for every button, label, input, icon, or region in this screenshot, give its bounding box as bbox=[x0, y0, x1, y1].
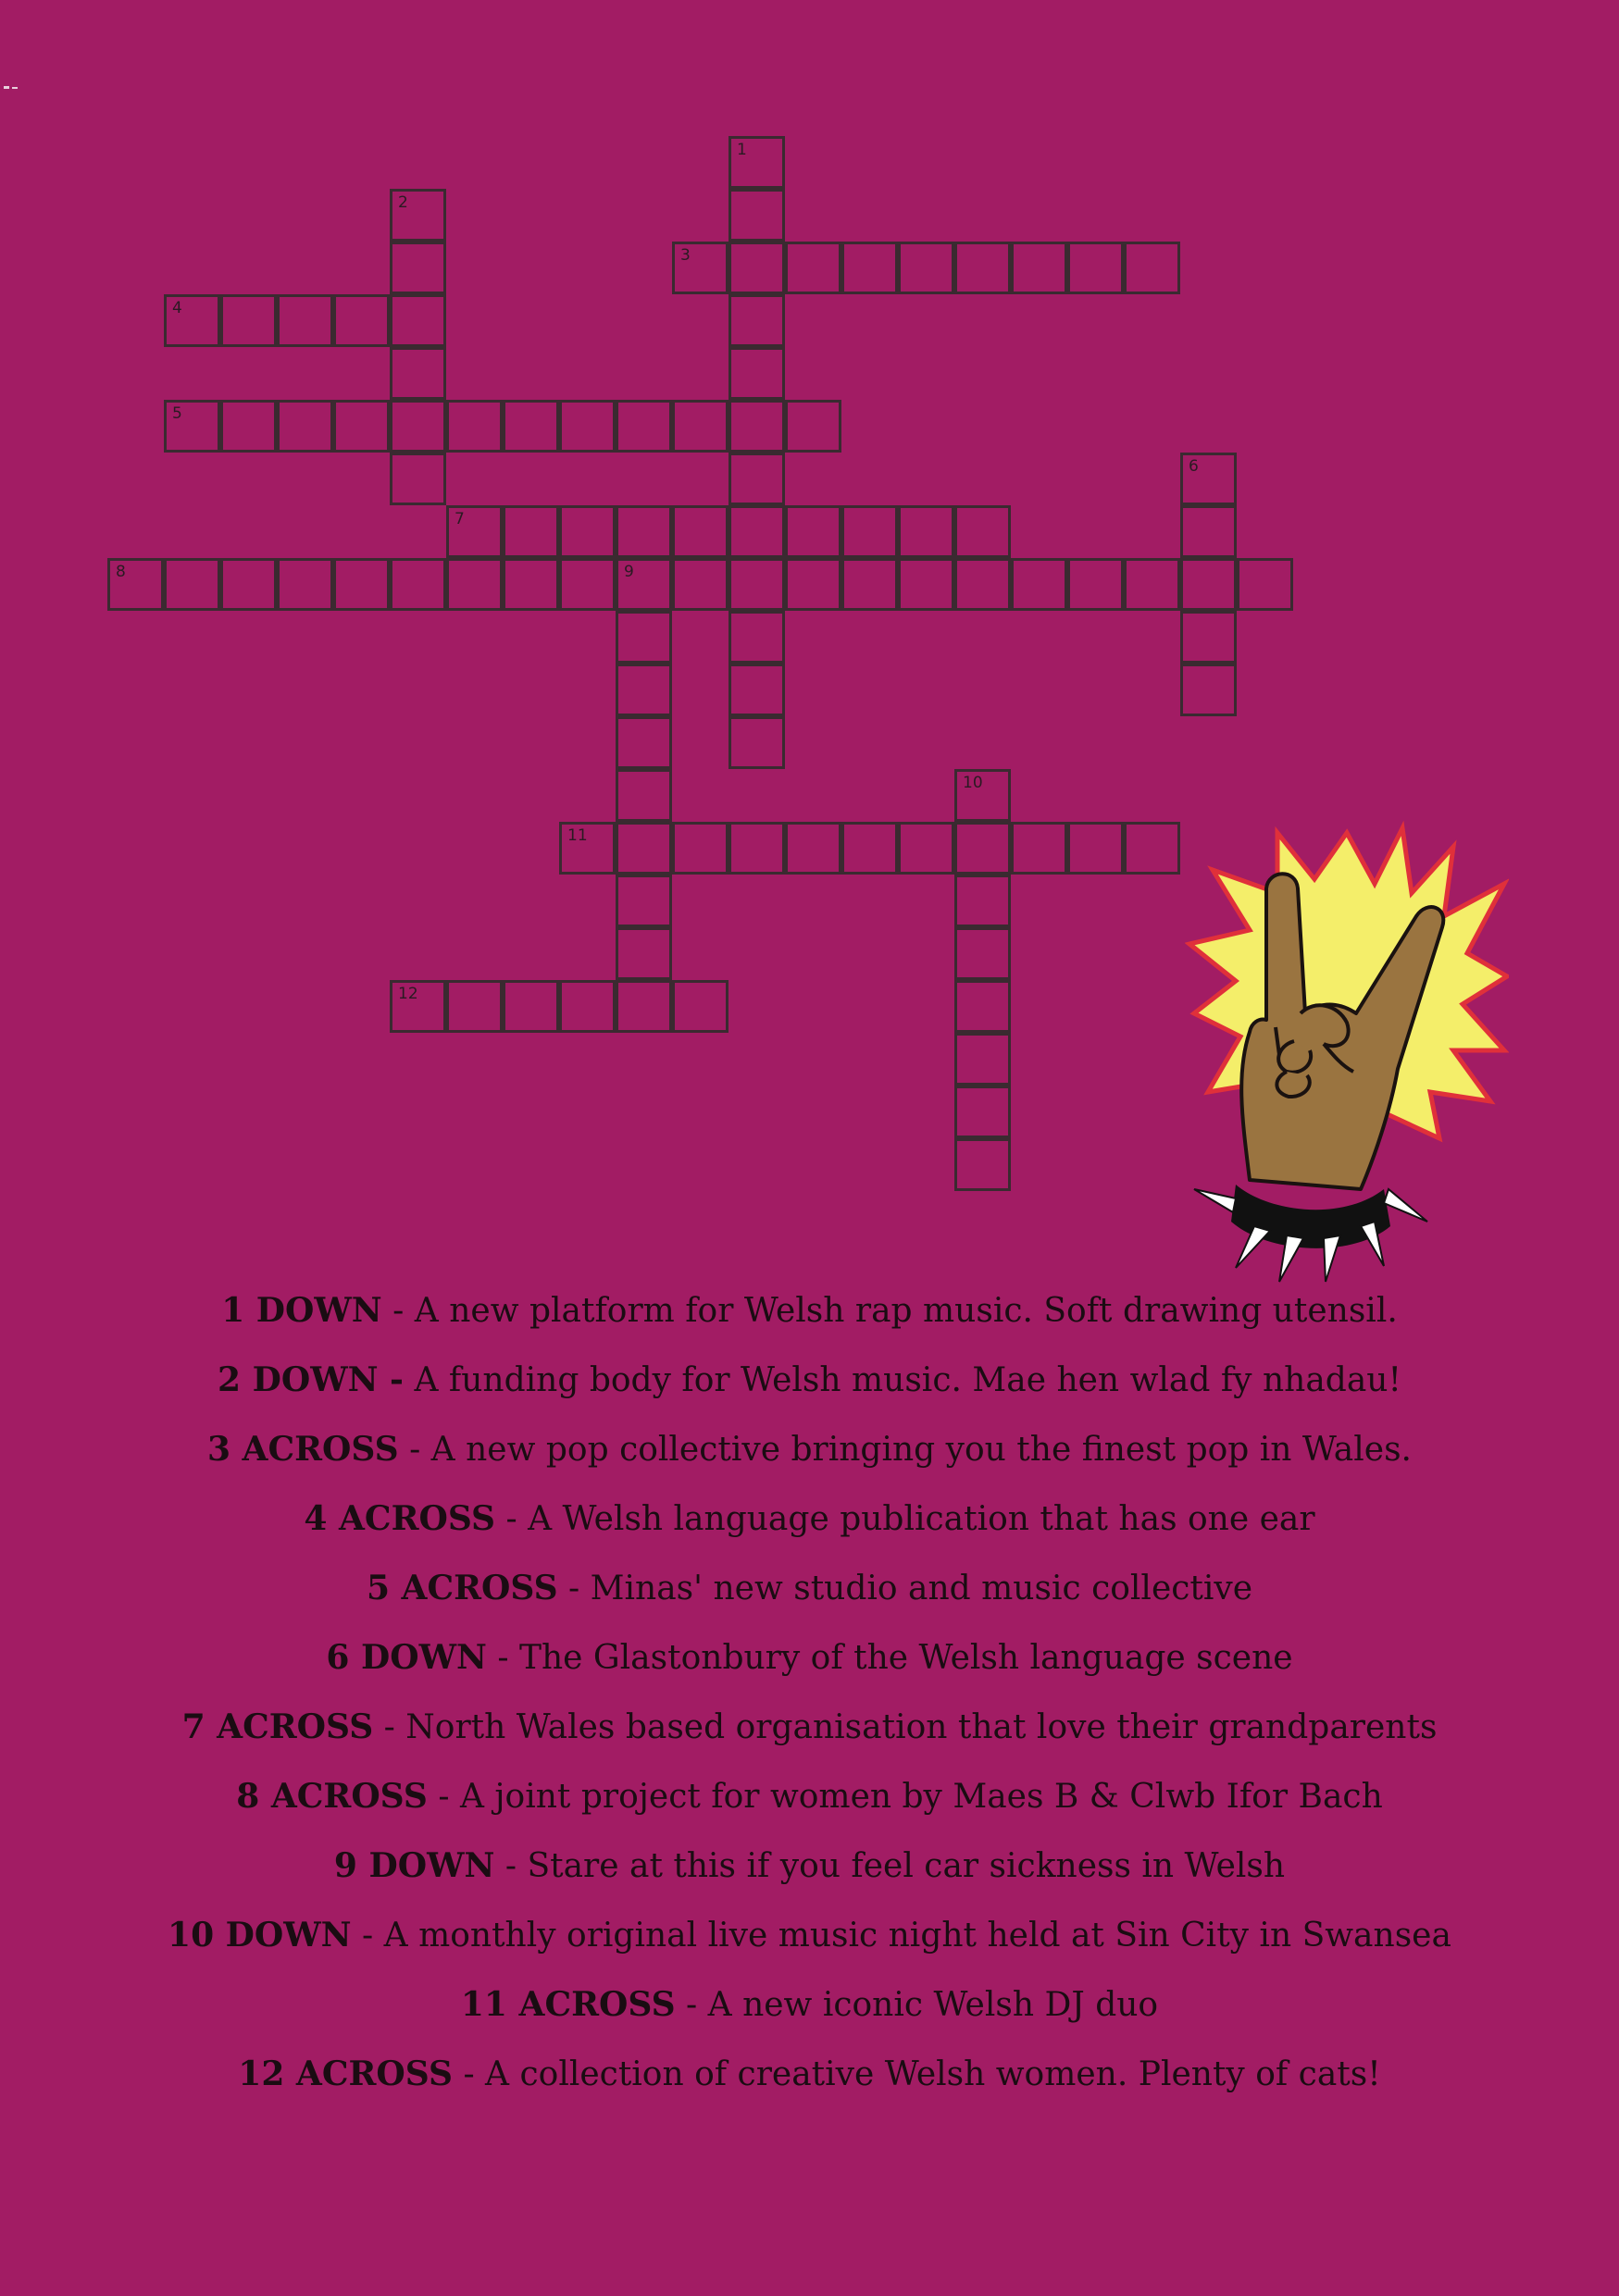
crossword-cell[interactable] bbox=[164, 400, 220, 453]
crossword-cell[interactable] bbox=[672, 242, 729, 294]
crossword-cell[interactable] bbox=[503, 980, 559, 1033]
clue-number: 10 bbox=[963, 774, 983, 792]
clue-text: - A new platform for Welsh rap music. Soft drawing utensil. bbox=[381, 1292, 1398, 1330]
clue-label: 3 ACROSS bbox=[206, 1430, 399, 1469]
crossword-cell[interactable] bbox=[954, 1138, 1011, 1191]
crossword-cell[interactable] bbox=[1067, 822, 1124, 875]
crossword-cell[interactable] bbox=[503, 558, 559, 611]
clue-label: 5 ACROSS bbox=[366, 1569, 558, 1607]
crossword-cell[interactable] bbox=[616, 769, 672, 822]
clue-number: 9 bbox=[624, 563, 634, 581]
spiked-cuff bbox=[1194, 1185, 1427, 1282]
clue-item bbox=[0, 1285, 1619, 1354]
crossword-cell[interactable] bbox=[559, 505, 616, 558]
clue-item bbox=[0, 1909, 1619, 1979]
clue-label: 1 DOWN bbox=[221, 1291, 382, 1330]
crossword-cell[interactable] bbox=[1180, 664, 1237, 716]
clue-label: 12 ACROSS bbox=[238, 2054, 453, 2093]
crossword-cell[interactable] bbox=[220, 294, 277, 347]
crossword-cell[interactable] bbox=[785, 822, 841, 875]
clue-text: - North Wales based organisation that love their grandparents bbox=[373, 1708, 1438, 1746]
crossword-cell[interactable] bbox=[616, 822, 672, 875]
crossword-cell[interactable] bbox=[333, 400, 390, 453]
clue-item bbox=[0, 1562, 1619, 1632]
crossword-cell[interactable] bbox=[1124, 558, 1180, 611]
crossword-cell[interactable] bbox=[277, 558, 333, 611]
crossword-cell[interactable] bbox=[333, 294, 390, 347]
clue-number: 6 bbox=[1189, 457, 1199, 476]
crossword-cell[interactable] bbox=[785, 400, 841, 453]
clue-label: 4 ACROSS bbox=[304, 1499, 496, 1538]
clue-text: - A new pop collective bringing you the finest pop in Wales. bbox=[398, 1431, 1413, 1469]
crossword-cell[interactable] bbox=[672, 558, 729, 611]
crossword-cell[interactable] bbox=[841, 505, 898, 558]
crossword-cell[interactable] bbox=[220, 400, 277, 453]
clue-number: 5 bbox=[172, 404, 182, 423]
crossword-cell[interactable] bbox=[954, 875, 1011, 927]
crossword-cell[interactable] bbox=[220, 558, 277, 611]
crossword-cell[interactable] bbox=[954, 242, 1011, 294]
crossword-cell[interactable] bbox=[729, 664, 785, 716]
crossword-cell[interactable] bbox=[1180, 453, 1237, 505]
crossword-cell[interactable] bbox=[729, 294, 785, 347]
clue-text: - A Welsh language publication that has one ear bbox=[495, 1500, 1315, 1538]
crossword-cell[interactable] bbox=[277, 400, 333, 453]
crossword-cell[interactable] bbox=[729, 189, 785, 242]
crossword-cell[interactable] bbox=[954, 769, 1011, 822]
crossword-cell[interactable] bbox=[1180, 558, 1237, 611]
clue-text: - A joint project for women by Maes B & Clwb Ifor Bach bbox=[427, 1778, 1383, 1816]
crossword-cell[interactable] bbox=[729, 400, 785, 453]
crossword-cell[interactable] bbox=[390, 189, 446, 242]
crossword-cell[interactable] bbox=[785, 558, 841, 611]
crossword-cell[interactable] bbox=[954, 927, 1011, 980]
clue-text: - A collection of creative Welsh women. Plenty of cats! bbox=[453, 2055, 1381, 2093]
crossword-cell[interactable] bbox=[1124, 242, 1180, 294]
crossword-cell[interactable] bbox=[729, 822, 785, 875]
crossword-cell[interactable] bbox=[1067, 242, 1124, 294]
clue-number: 2 bbox=[398, 193, 408, 212]
crossword-cell[interactable] bbox=[390, 242, 446, 294]
crossword-cell[interactable] bbox=[446, 400, 503, 453]
crossword-cell[interactable] bbox=[164, 294, 220, 347]
crossword-cell[interactable] bbox=[616, 980, 672, 1033]
crossword-cell[interactable] bbox=[616, 927, 672, 980]
crossword-cell[interactable] bbox=[616, 875, 672, 927]
clue-item bbox=[0, 1770, 1619, 1840]
crossword-cell[interactable] bbox=[672, 822, 729, 875]
crossword-cell[interactable] bbox=[729, 136, 785, 189]
clue-number: 1 bbox=[737, 141, 747, 159]
crossword-cell[interactable] bbox=[1011, 822, 1067, 875]
clue-number: 11 bbox=[567, 826, 588, 845]
clue-item bbox=[0, 1840, 1619, 1909]
crossword-cell[interactable] bbox=[729, 453, 785, 505]
crossword-cell[interactable] bbox=[1180, 505, 1237, 558]
crossword-cell[interactable] bbox=[390, 400, 446, 453]
clue-item bbox=[0, 1632, 1619, 1701]
crossword-cell[interactable] bbox=[1124, 822, 1180, 875]
clue-item bbox=[0, 1701, 1619, 1770]
clue-item bbox=[0, 1354, 1619, 1423]
crossword-cell[interactable] bbox=[729, 505, 785, 558]
crossword-cell[interactable] bbox=[390, 453, 446, 505]
clue-item bbox=[0, 1979, 1619, 2048]
crossword-cell[interactable] bbox=[729, 716, 785, 769]
clue-text: - A monthly original live music night held at Sin City in Swansea bbox=[351, 1917, 1451, 1955]
crossword-cell[interactable] bbox=[446, 505, 503, 558]
crossword-cell[interactable] bbox=[898, 822, 954, 875]
clue-item bbox=[0, 1423, 1619, 1493]
crossword-cell[interactable] bbox=[1067, 558, 1124, 611]
clue-number: 8 bbox=[116, 563, 126, 581]
crossword-cell[interactable] bbox=[841, 242, 898, 294]
crossword-cell[interactable] bbox=[841, 822, 898, 875]
crossword-cell[interactable] bbox=[446, 980, 503, 1033]
crossword-cell[interactable] bbox=[333, 558, 390, 611]
crossword-cell[interactable] bbox=[1180, 611, 1237, 664]
crossword-cell[interactable] bbox=[390, 980, 446, 1033]
clue-text: - The Glastonbury of the Welsh language scene bbox=[486, 1639, 1293, 1677]
crossword-cell[interactable] bbox=[616, 664, 672, 716]
rock-hand-icon bbox=[1185, 814, 1509, 1286]
crossword-cell[interactable] bbox=[729, 347, 785, 400]
clue-item bbox=[0, 1493, 1619, 1562]
crossword-cell[interactable] bbox=[107, 558, 164, 611]
crossword-cell[interactable] bbox=[1011, 242, 1067, 294]
clue-number: 7 bbox=[455, 510, 465, 528]
crossword-cell[interactable] bbox=[954, 505, 1011, 558]
crossword-cell[interactable] bbox=[559, 558, 616, 611]
crossword-cell[interactable] bbox=[672, 505, 729, 558]
crossword-cell[interactable] bbox=[898, 505, 954, 558]
crossword-cell[interactable] bbox=[954, 980, 1011, 1033]
clue-list bbox=[0, 1285, 1619, 2117]
crossword-cell[interactable] bbox=[729, 611, 785, 664]
crossword-cell[interactable] bbox=[898, 558, 954, 611]
crossword-cell[interactable] bbox=[1237, 558, 1293, 611]
clue-text: - A new iconic Welsh DJ duo bbox=[675, 1986, 1159, 2024]
crossword-cell[interactable] bbox=[841, 558, 898, 611]
crossword-cell[interactable] bbox=[729, 558, 785, 611]
crossword-cell[interactable] bbox=[559, 980, 616, 1033]
crossword-cell[interactable] bbox=[446, 558, 503, 611]
crossword-cell[interactable] bbox=[954, 1086, 1011, 1138]
clue-item bbox=[0, 2048, 1619, 2117]
crossword-cell[interactable] bbox=[616, 611, 672, 664]
crossword-cell[interactable] bbox=[390, 347, 446, 400]
clue-label: 8 ACROSS bbox=[236, 1777, 428, 1816]
crossword-cell[interactable] bbox=[503, 505, 559, 558]
clue-text: A funding body for Welsh music. Mae hen wlad fy nhadau! bbox=[404, 1361, 1401, 1399]
crossword-cell[interactable] bbox=[616, 400, 672, 453]
crossword-cell[interactable] bbox=[954, 1033, 1011, 1086]
clue-label: 11 ACROSS bbox=[460, 1985, 676, 2024]
clue-number: 4 bbox=[172, 299, 182, 317]
crossword-cell[interactable] bbox=[390, 558, 446, 611]
clue-label: 9 DOWN bbox=[333, 1846, 495, 1885]
crossword-cell[interactable] bbox=[390, 294, 446, 347]
crossword-cell[interactable] bbox=[616, 505, 672, 558]
crossword-cell[interactable] bbox=[672, 980, 729, 1033]
crossword-cell[interactable] bbox=[898, 242, 954, 294]
clue-text: - Stare at this if you feel car sickness in Welsh bbox=[494, 1847, 1286, 1885]
crossword-cell[interactable] bbox=[616, 716, 672, 769]
crossword-cell[interactable] bbox=[672, 400, 729, 453]
crossword-cell[interactable] bbox=[503, 400, 559, 453]
crossword-cell[interactable] bbox=[954, 822, 1011, 875]
crossword-cell[interactable] bbox=[785, 505, 841, 558]
clue-number: 3 bbox=[680, 246, 691, 265]
clue-label: 2 DOWN - bbox=[218, 1360, 405, 1399]
clue-text: - Minas' new studio and music collective bbox=[557, 1570, 1253, 1607]
crossword-cell[interactable] bbox=[164, 558, 220, 611]
crossword-cell[interactable] bbox=[559, 400, 616, 453]
clue-label: 10 DOWN bbox=[168, 1916, 352, 1955]
crossword-cell[interactable] bbox=[277, 294, 333, 347]
crossword-cell[interactable] bbox=[1011, 558, 1067, 611]
clue-label: 7 ACROSS bbox=[181, 1707, 374, 1746]
stray-mark bbox=[4, 85, 20, 91]
crossword-cell[interactable] bbox=[785, 242, 841, 294]
crossword-cell[interactable] bbox=[729, 242, 785, 294]
clue-number: 12 bbox=[398, 985, 418, 1003]
crossword-cell[interactable] bbox=[616, 558, 672, 611]
clue-label: 6 DOWN bbox=[326, 1638, 487, 1677]
crossword-cell[interactable] bbox=[559, 822, 616, 875]
crossword-cell[interactable] bbox=[954, 558, 1011, 611]
